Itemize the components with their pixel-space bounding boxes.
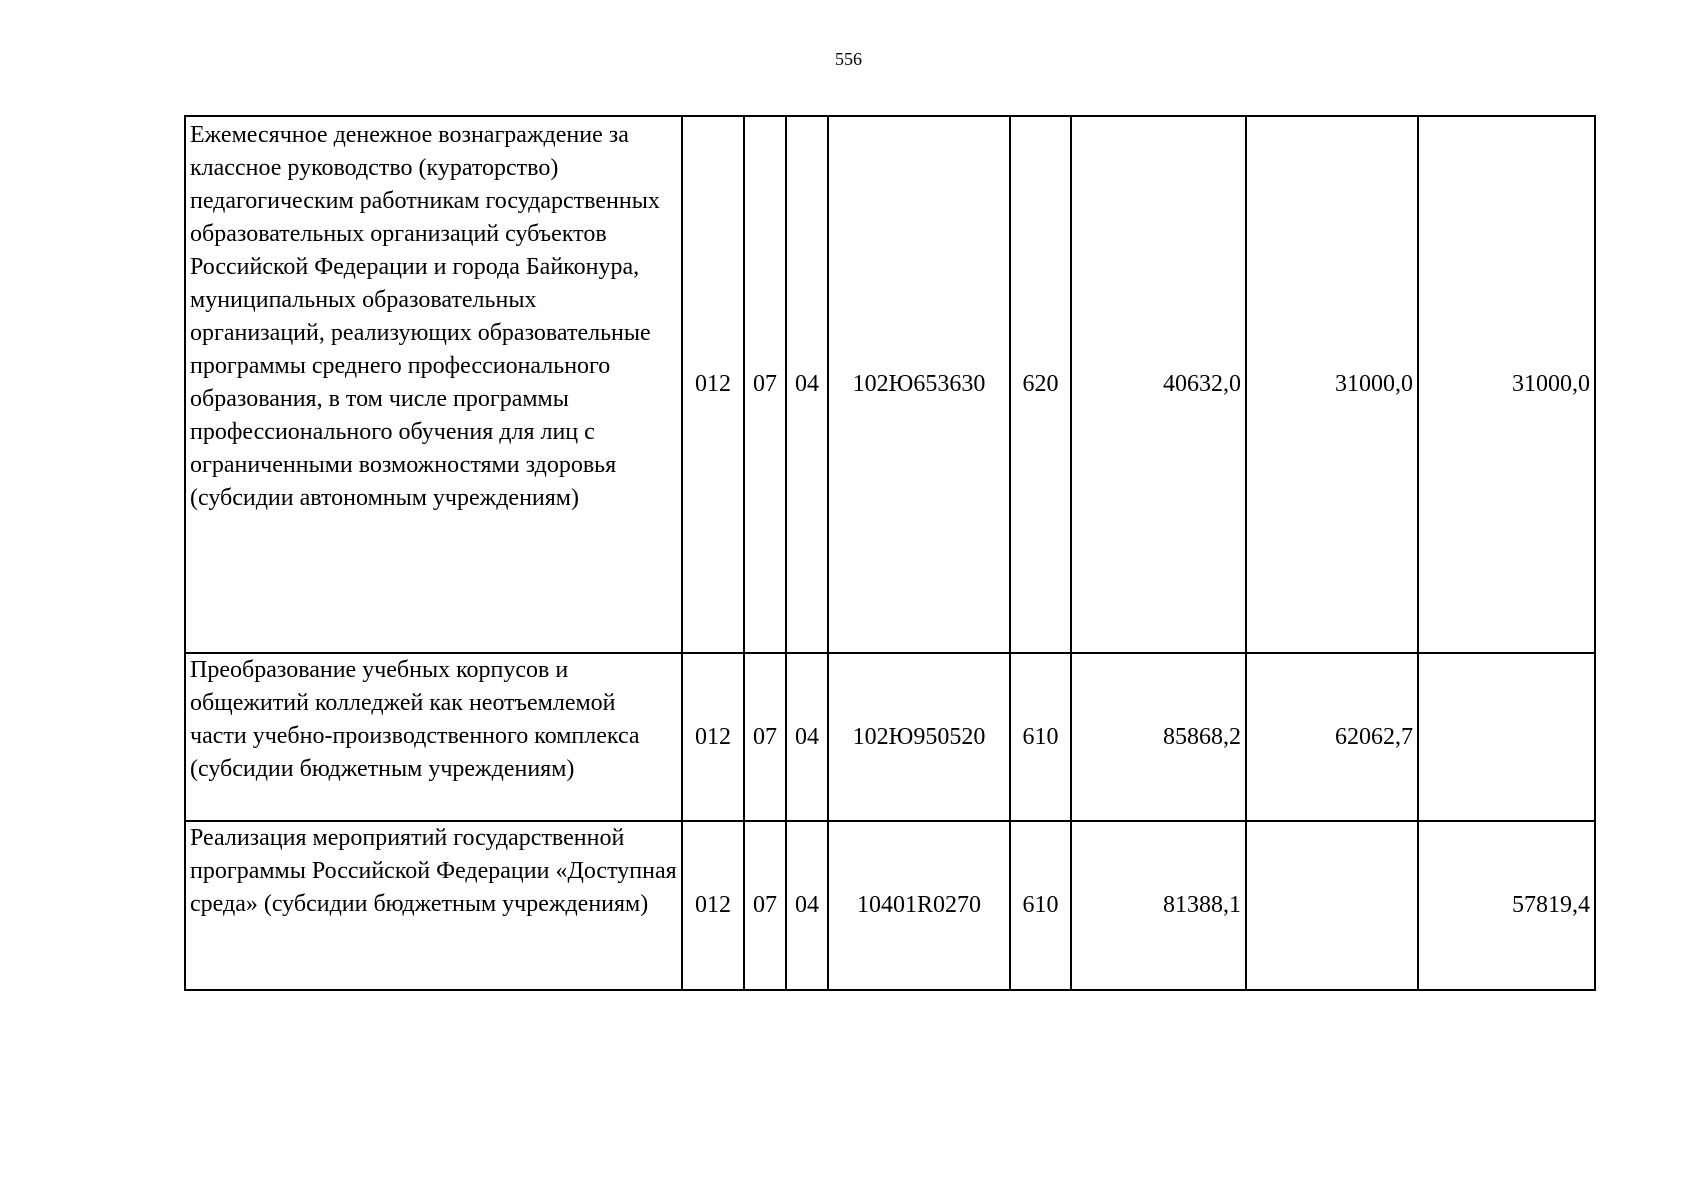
amount-cell-2 (1246, 821, 1418, 990)
expense-type-code: 610 (1010, 821, 1071, 990)
subsection-code: 04 (786, 821, 828, 990)
ministry-code: 012 (682, 821, 744, 990)
expense-type-code: 610 (1010, 653, 1071, 821)
row-description: Ежемесячное денежное вознаграждение за классное руководство (кураторство) педагогическим работникам государственных образовательных организаций субъектов Российской Федерации и города Байконура, муниципальных образовательных организаций, реализующих образовательные программы среднего профессионального образования, в том числе программы профессионального обучения для лиц с ограниченными возможностями здоровья (субсидии автономным учреждениям) (185, 116, 682, 653)
amount-cell-3 (1418, 653, 1595, 821)
amount-cell-1: 85868,2 (1071, 653, 1246, 821)
budget-table (184, 115, 1596, 991)
row-description: Реализация мероприятий государственной программы Российской Федерации «Доступная среда» (субсидии бюджетным учреждениям) (185, 821, 682, 990)
row-description: Преобразование учебных корпусов и общежитий колледжей как неотъемлемой части учебно-производственного комплекса (субсидии бюджетным учреждениям) (185, 653, 682, 821)
amount-cell-1: 40632,0 (1071, 116, 1246, 653)
subsection-code: 04 (786, 653, 828, 821)
section-code: 07 (744, 653, 786, 821)
amount-cell-2: 62062,7 (1246, 653, 1418, 821)
section-code: 07 (744, 116, 786, 653)
page-number: 556 (835, 49, 862, 69)
ministry-code: 012 (682, 116, 744, 653)
section-code: 07 (744, 821, 786, 990)
target-article-code: 10401R0270 (828, 821, 1010, 990)
ministry-code: 012 (682, 653, 744, 821)
amount-cell-1: 81388,1 (1071, 821, 1246, 990)
amount-cell-3: 57819,4 (1418, 821, 1595, 990)
target-article-code: 102Ю653630 (828, 116, 1010, 653)
table-row (185, 116, 1595, 653)
table-row (185, 653, 1595, 821)
target-article-code: 102Ю950520 (828, 653, 1010, 821)
expense-type-code: 620 (1010, 116, 1071, 653)
amount-cell-2: 31000,0 (1246, 116, 1418, 653)
amount-cell-3: 31000,0 (1418, 116, 1595, 653)
subsection-code: 04 (786, 116, 828, 653)
table-row (185, 821, 1595, 990)
